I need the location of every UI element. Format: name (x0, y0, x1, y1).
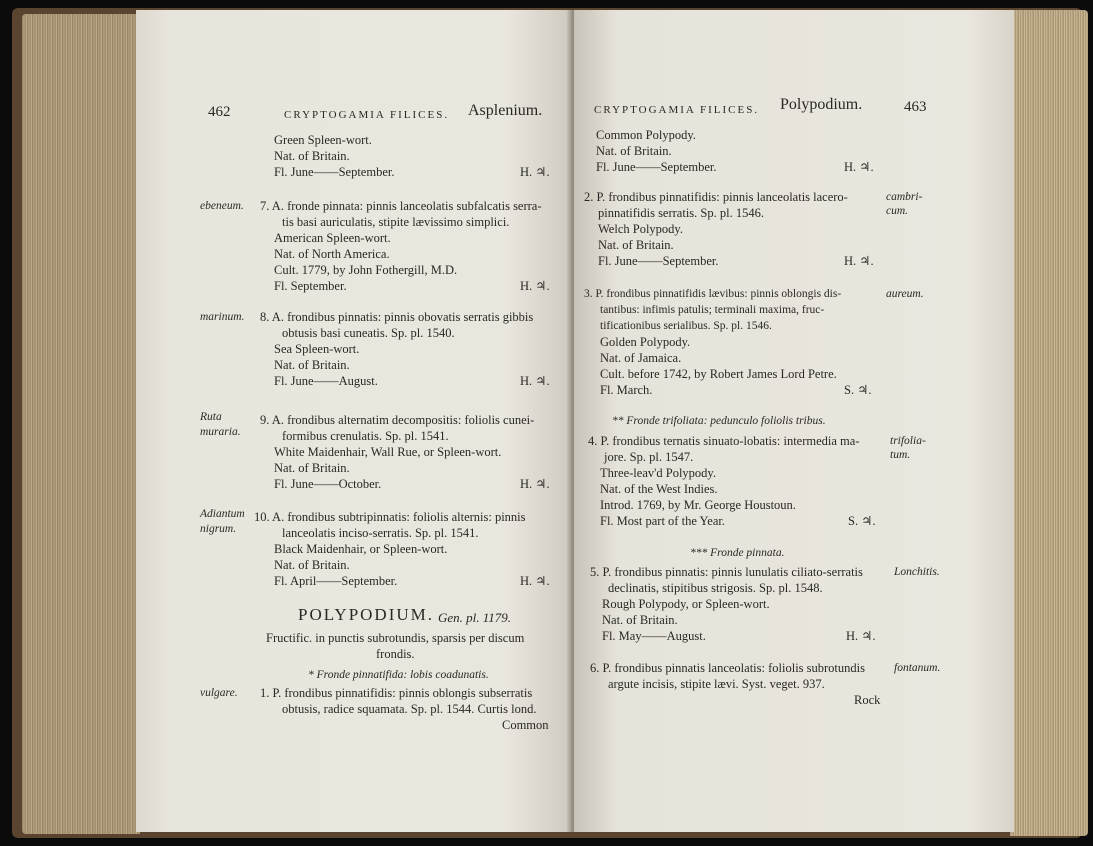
text-line: Cult. 1779, by John Fothergill, M.D. (274, 263, 458, 277)
text-line: 8. A. frondibus pinnatis: pinnis obovatis serratis gibbis (260, 310, 534, 324)
genus-description: Fructific. in punctis subrotundis, sparsis per discum (266, 631, 525, 645)
text-line: Common Polypody. (596, 128, 696, 142)
species-name: cum. (886, 205, 909, 217)
text-line: formibus crenulatis. Sp. pl. 1541. (282, 429, 449, 443)
habit: H. ♃. (520, 574, 550, 588)
text-line: Nat. of Jamaica. (600, 351, 682, 365)
text-line: argute incisis, stipite lævi. Syst. veget. 937. (608, 677, 825, 691)
species-name: vulgare. (200, 687, 238, 699)
page-number: 462 (208, 104, 231, 120)
text-line: Introd. 1769, by Mr. George Houstoun. (600, 498, 796, 512)
text-line: Fl. June——September. (596, 160, 717, 174)
text-line: Cult. before 1742, by Robert James Lord Petre. (600, 367, 837, 381)
text-line: 6. P. frondibus pinnatis lanceolatis: foliolis subrotundis (590, 661, 865, 675)
habit: S. ♃. (848, 514, 876, 528)
habit: H. ♃. (520, 279, 550, 293)
text-line: 2. P. frondibus pinnatifidis: pinnis lanceolatis lacero- (584, 190, 848, 204)
text-line: Nat. of the West Indies. (600, 482, 718, 496)
page-edges-right (1010, 10, 1088, 836)
habit: H. ♃. (844, 160, 874, 174)
habit: H. ♃. (520, 374, 550, 388)
habit: H. ♃. (844, 254, 874, 268)
text-line: 9. A. frondibus alternatim decompositis: foliolis cunei- (260, 413, 535, 427)
species-name: cambri- (886, 191, 923, 203)
habit: H. ♃. (520, 477, 550, 491)
catchword: Rock (854, 693, 881, 707)
text-line: 5. P. frondibus pinnatis: pinnis lunulatis ciliato-serratis (590, 565, 863, 579)
text-line: Fl. June——October. (274, 477, 382, 491)
running-genus: Polypodium. (780, 96, 863, 113)
right-page (574, 10, 1014, 832)
text-line: Fl. May——August. (602, 629, 706, 643)
page-number: 463 (904, 99, 927, 115)
text-line: Nat. of Britain. (274, 558, 350, 572)
running-head: CRYPTOGAMIA FILICES. (594, 104, 760, 116)
text-line: American Spleen-wort. (274, 231, 391, 245)
text-line: Green Spleen-wort. (274, 133, 372, 147)
running-genus: Asplenium. (468, 102, 543, 119)
text-line: Sea Spleen-wort. (274, 342, 360, 356)
text-line: tis basi auriculatis, stipite lævissimo simplici. (282, 215, 510, 229)
text-line: lanceolatis inciso-serratis. Sp. pl. 1541. (282, 526, 479, 540)
text-line: Three-leav'd Polypody. (600, 466, 716, 480)
text-line: Fl. March. (600, 383, 653, 397)
text-line: Nat. of Britain. (596, 144, 672, 158)
habit: H. ♃. (846, 629, 876, 643)
text-line: 10. A. frondibus subtripinnatis: foliolis alternis: pinnis (254, 510, 526, 524)
section-heading: *** Fronde pinnata. (690, 547, 785, 559)
text-line: Fl. June——September. (598, 254, 719, 268)
page-edges-left (22, 14, 140, 834)
text-line: Black Maidenhair, or Spleen-wort. (274, 542, 448, 556)
species-name: aureum. (886, 288, 924, 300)
species-name: marinum. (200, 311, 245, 323)
text-line: Nat. of Britain. (274, 149, 350, 163)
species-name: trifolia- (890, 435, 926, 447)
species-name: muraria. (200, 426, 241, 438)
text-line: Fl. September. (274, 279, 347, 293)
text-line: obtusis basi cuneatis. Sp. pl. 1540. (282, 326, 455, 340)
section-heading: ** Fronde trifoliata: pedunculo foliolis tribus. (612, 415, 826, 427)
text-line: pinnatifidis serratis. Sp. pl. 1546. (598, 206, 764, 220)
species-name: tum. (890, 449, 911, 461)
species-name: fontanum. (894, 662, 941, 674)
catchword: Common (502, 718, 549, 732)
text-line: Rough Polypody, or Spleen-wort. (602, 597, 770, 611)
text-line: tificationibus serialibus. Sp. pl. 1546. (600, 320, 772, 332)
text-line: Welch Polypody. (598, 222, 683, 236)
text-line: Nat. of Britain. (274, 358, 350, 372)
text-line: Golden Polypody. (600, 335, 691, 349)
habit: S. ♃. (844, 383, 872, 397)
genus-heading: POLYPODIUM. (298, 605, 435, 624)
text-line: 3. P. frondibus pinnatifidis lævibus: pinnis oblongis dis- (584, 288, 842, 300)
species-name: nigrum. (200, 523, 237, 535)
text-line: tantibus: infimis patulis; terminali maxima, fruc- (600, 304, 825, 316)
text-line: Nat. of North America. (274, 247, 390, 261)
species-name: Adiantum (200, 508, 245, 520)
text-line: declinatis, stipitibus strigosis. Sp. pl. 1548. (608, 581, 823, 595)
text-line: jore. Sp. pl. 1547. (604, 450, 694, 464)
text-line: Fl. April——September. (274, 574, 398, 588)
text-line: obtusis, radice squamata. Sp. pl. 1544. Curtis lond. (282, 702, 537, 716)
species-name: ebeneum. (200, 200, 244, 212)
running-head: CRYPTOGAMIA FILICES. (284, 109, 450, 121)
text-line: Nat. of Britain. (274, 461, 350, 475)
section-heading: * Fronde pinnatifida: lobis coadunatis. (308, 669, 489, 681)
text-line: White Maidenhair, Wall Rue, or Spleen-wort. (274, 445, 502, 459)
text-line: 1. P. frondibus pinnatifidis: pinnis oblongis subserratis (260, 686, 533, 700)
species-name: Lonchitis. (894, 566, 940, 578)
left-page (136, 10, 572, 832)
genus-description: frondis. (376, 647, 415, 661)
text-line: 7. A. fronde pinnata: pinnis lanceolatis subfalcatis serra- (260, 199, 542, 213)
text-line: Fl. Most part of the Year. (600, 514, 725, 528)
text-line: Nat. of Britain. (598, 238, 674, 252)
text-line: Fl. June——August. (274, 374, 378, 388)
text-line: 4. P. frondibus ternatis sinuato-lobatis: intermedia ma- (588, 434, 860, 448)
habit: H. ♃. (520, 165, 550, 179)
text-line: Fl. June——September. (274, 165, 395, 179)
text-line: Nat. of Britain. (602, 613, 678, 627)
species-name: Ruta (200, 411, 222, 423)
genus-reference: Gen. pl. 1179. (438, 610, 512, 625)
